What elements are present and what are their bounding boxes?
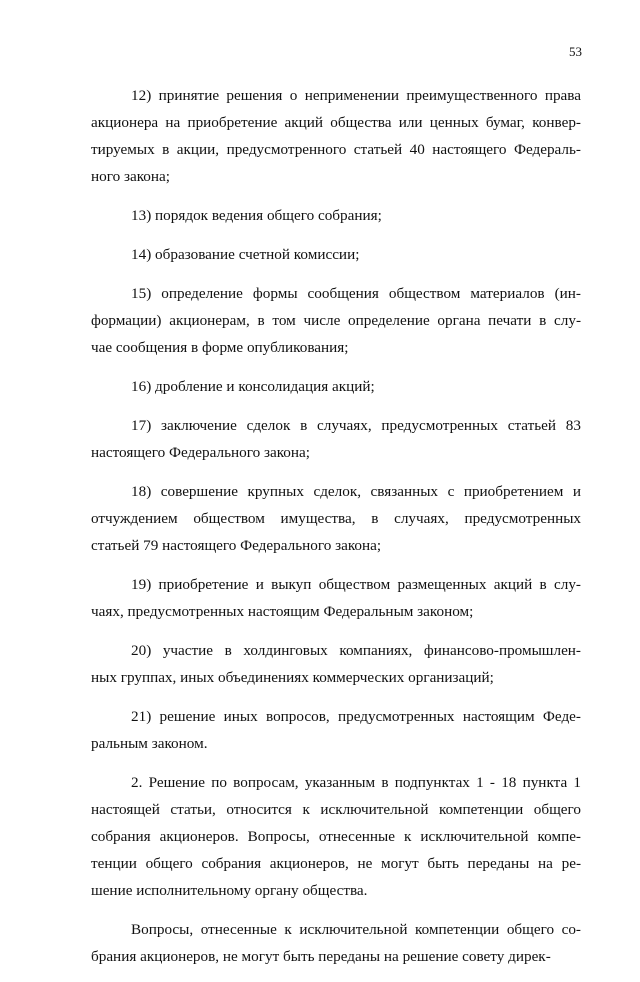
text-line: настоящего Федерального закона; — [91, 444, 310, 461]
paragraph — [91, 703, 581, 757]
text-line: ных группах, иных объединениях коммерческих организаций; — [91, 669, 494, 686]
paragraph — [91, 412, 581, 466]
document-body — [91, 82, 581, 982]
text-line: настоящей статьи, относится к исключительной компетенции общего — [91, 801, 581, 818]
text-line: брания акционеров, не могут быть переданы на решение совету дирек- — [91, 948, 551, 965]
text-line: статьей 79 настоящего Федерального закона; — [91, 537, 382, 554]
paragraph — [91, 280, 581, 361]
paragraph — [91, 478, 581, 559]
text-line: тируемых в акции, предусмотренного статьей 40 настоящего Федераль- — [91, 141, 581, 158]
text-line: формации) акционерам, в том числе определение органа печати в слу- — [91, 312, 581, 329]
paragraph — [91, 202, 581, 229]
text-line: 14) образование счетной комиссии; — [131, 246, 360, 263]
text-line: ного закона; — [91, 168, 170, 185]
text-line: 19) приобретение и выкуп обществом размещенных акций в слу- — [131, 576, 581, 593]
text-line: Вопросы, отнесенные к исключительной компетенции общего со- — [131, 921, 581, 938]
text-line: отчуждением обществом имущества, в случаях, предусмотренных — [91, 510, 581, 527]
text-line: 15) определение формы сообщения обществом материалов (ин- — [131, 285, 581, 302]
text-line: чаях, предусмотренных настоящим Федеральным законом; — [91, 603, 474, 620]
paragraph — [91, 82, 581, 190]
paragraph — [91, 916, 581, 970]
paragraph — [91, 373, 581, 400]
text-line: 17) заключение сделок в случаях, предусмотренных статьей 83 — [131, 417, 581, 434]
text-line: чае сообщения в форме опубликования; — [91, 339, 349, 356]
text-line: тенции общего собрания акционеров, не могут быть переданы на ре- — [91, 855, 581, 872]
paragraph — [91, 769, 581, 904]
text-line: ральным законом. — [91, 735, 208, 752]
text-line: 16) дробление и консолидация акций; — [131, 378, 375, 395]
text-line: 20) участие в холдинговых компаниях, финансово-промышлен- — [131, 642, 581, 659]
text-line: собрания акционеров. Вопросы, отнесенные к исключительной компе- — [91, 828, 581, 845]
text-line: 21) решение иных вопросов, предусмотренных настоящим Феде- — [131, 708, 581, 725]
page-number: 53 — [569, 44, 582, 59]
paragraph — [91, 571, 581, 625]
text-line: 12) принятие решения о неприменении преимущественного права — [131, 87, 581, 104]
text-line: 18) совершение крупных сделок, связанных с приобретением и — [131, 483, 581, 500]
paragraph — [91, 241, 581, 268]
text-line: 13) порядок ведения общего собрания; — [131, 207, 382, 224]
text-line: акционера на приобретение акций общества или ценных бумаг, конвер- — [91, 114, 581, 131]
text-line: 2. Решение по вопросам, указанным в подпунктах 1 - 18 пункта 1 — [131, 774, 581, 791]
paragraph — [91, 637, 581, 691]
text-line: шение исполнительному органу общества. — [91, 882, 368, 899]
